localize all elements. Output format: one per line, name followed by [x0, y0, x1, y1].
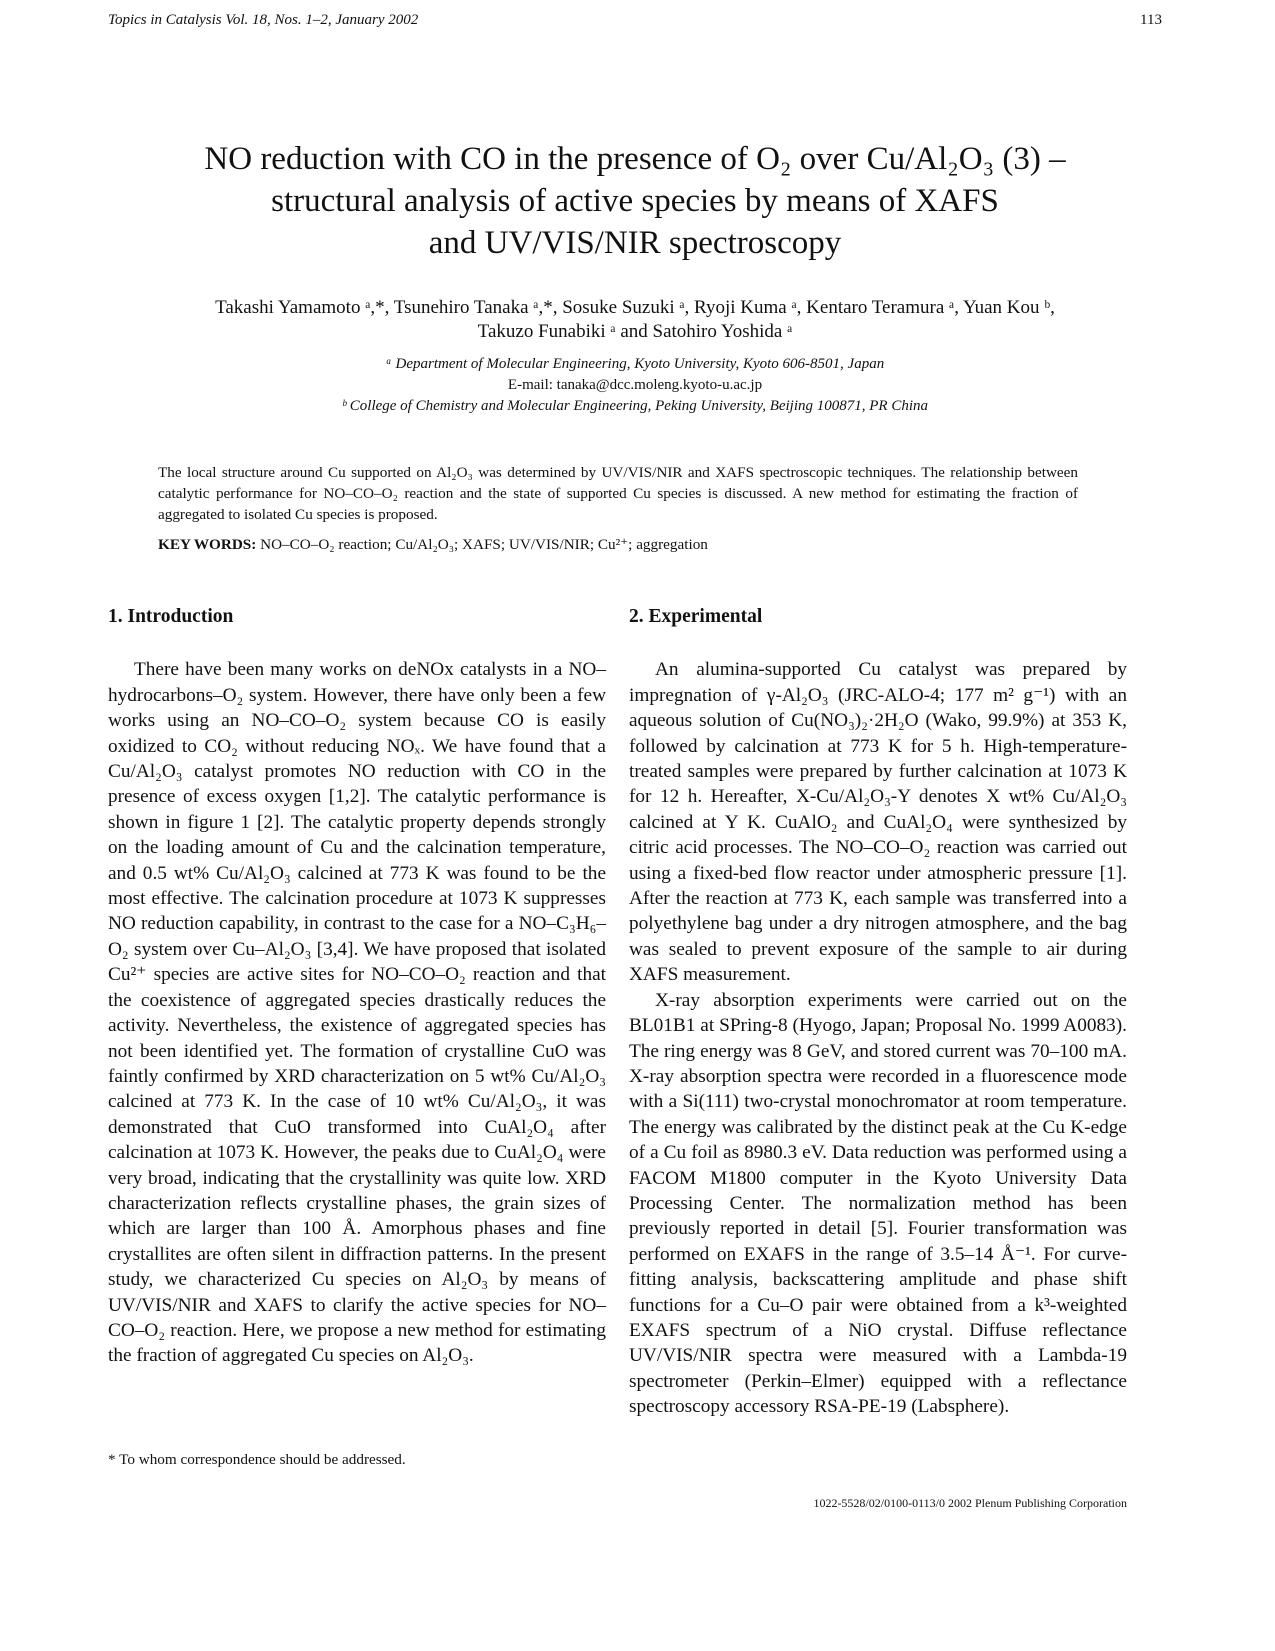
authors-line-1: Takashi Yamamoto ᵃ,*, Tsunehiro Tanaka ᵃ,*, Sosuke Suzuki ᵃ, Ryoji Kuma ᵃ, Kentaro Teramura ᵃ, Yuan Kou ᵇ, — [215, 297, 1055, 318]
keywords-label: KEY WORDS: — [158, 536, 257, 553]
contact-email: E-mail: tanaka@dcc.moleng.kyoto-u.ac.jp — [507, 377, 763, 393]
column-left — [108, 604, 606, 1369]
paragraph-experimental-2: X-ray absorption experiments were carried out on the BL01B1 at SPring-8 (Hyogo, Japan; Proposal No. 1999 A0083). The ring energy was 8 GeV, and stored current was 70–100 mA. X-ray absorption spectra were recorded in a fluorescence mode with a Si(111) two-crystal monochromator at room temperature. The energy was calibrated by the distinct peak at the Cu K-edge of a Cu foil as 8980.3 eV. Data reduction was performed using a FACOM M1800 computer in the Kyoto University Data Processing Center. The normalization method has been previously reported in detail [5]. Fourier transformation was performed on EXAFS in the range of 3.5–14 Å⁻¹. For curve-fitting analysis, backscattering amplitude and phase shift functions for a Cu–O pair were obtained from a k³-weighted EXAFS spectrum of a NiO crystal. Diffuse reflectance UV/VIS/NIR spectra were measured with a Lambda-19 spectrometer (Perkin–Elmer) equipped with a reflectance spectroscopy accessory RSA-PE-19 (Labsphere). — [629, 989, 1127, 1418]
copyright-line: 1022-5528/02/0100-0113/0 2002 Plenum Publishing Corporation — [813, 1496, 1127, 1510]
affiliations — [108, 354, 1162, 417]
page-number: 113 — [1140, 12, 1162, 28]
abstract: The local structure around Cu supported on Al₂O₃ was determined by UV/VIS/NIR and XAFS spectroscopic techniques. The relationship between catalytic performance for NO–CO–O₂ reaction and the state of supported Cu species is discussed. A new method for estimating the fraction of aggregated to isolated Cu species is proposed. — [158, 464, 1078, 523]
title-line-2: structural analysis of active species by means of XAFS — [271, 183, 999, 219]
authors-line-2: Takuzo Funabiki ᵃ and Satohiro Yoshida ᵃ — [477, 321, 793, 342]
keywords-text: NO–CO–O₂ reaction; Cu/Al₂O₃; XAFS; UV/VIS/NIR; Cu²⁺; aggregation — [260, 536, 708, 553]
journal-header: Topics in Catalysis Vol. 18, Nos. 1–2, January 2002 — [108, 12, 419, 28]
section-heading-introduction: 1. Introduction — [108, 606, 234, 627]
title-line-1: NO reduction with CO in the presence of O₂ over Cu/Al₂O₃ (3) – — [204, 141, 1066, 177]
affiliation-a: ᵃ Department of Molecular Engineering, Kyoto University, Kyoto 606-8501, Japan — [385, 356, 885, 372]
paragraph-introduction: There have been many works on deNOx catalysts in a NO–hydrocarbons–O₂ system. However, there have only been a few works using an NO–CO–O₂ system because CO is easily oxidized to CO₂ without reducing NOₓ. We have found that a Cu/Al₂O₃ catalyst promotes NO reduction with CO in the presence of excess oxygen [1,2]. The catalytic performance is shown in figure 1 [2]. The catalytic property depends strongly on the loading amount of Cu and the calcination temperature, and 0.5 wt% Cu/Al₂O₃ calcined at 773 K was found to be the most effective. The calcination procedure at 1073 K suppresses NO reduction capability, in contrast to the case for a NO–C₃H₆–O₂ system over Cu–Al₂O₃ [3,4]. We have proposed that isolated Cu²⁺ species are active sites for NO–CO–O₂ reaction and that the coexistence of aggregated species drastically reduces the activity. Nevertheless, the existence of aggregated species has not been identified yet. The formation of crystalline CuO was faintly confirmed by XRD characterization on 5 wt% Cu/Al₂O₃ calcined at 773 K. In the case of 10 wt% Cu/Al₂O₃, it was demonstrated that CuO transformed into CuAl₂O₄ after calcination at 1073 K. However, the peaks due to CuAl₂O₄ were very broad, indicating that the crystallinity was quite low. XRD characterization reflects crystalline phases, the grain sizes of which are larger than 100 Å. Amorphous phases and fine crystallites are often silent in diffraction patterns. In the present study, we characterized Cu species on Al₂O₃ by means of UV/VIS/NIR and XAFS to clarify the active species for NO–CO–O₂ reaction. Here, we propose a new method for estimating the fraction of aggregated Cu species on Al₂O₃. — [108, 659, 606, 1367]
keywords — [158, 534, 1078, 555]
paper-title — [108, 138, 1162, 264]
paragraph-experimental-1: An alumina-supported Cu catalyst was prepared by impregnation of γ-Al₂O₃ (JRC-ALO-4; 177 m² g⁻¹) with an aqueous solution of Cu(NO₃)₂·2H₂O (Wako, 99.9%) at 353 K, followed by calcination at 773 K for 5 h. High-temperature-treated samples were prepared by further calcination at 1073 K for 12 h. Hereafter, X-Cu/Al₂O₃-Y denotes X wt% Cu/Al₂O₃ calcined at Y K. CuAlO₂ and CuAl₂O₄ were synthesized by citric acid processes. The NO–CO–O₂ reaction was carried out using a fixed-bed flow reactor under atmospheric pressure [1]. After the reaction at 773 K, each sample was transferred into a polyethylene bag under a dry nitrogen atmosphere, and the bag was sealed to prevent exposure of the sample to air during XAFS measurement. — [629, 659, 1127, 986]
title-line-3: and UV/VIS/NIR spectroscopy — [428, 225, 842, 261]
footnote: * To whom correspondence should be addressed. — [108, 1451, 406, 1468]
affiliation-b: ᵇ College of Chemistry and Molecular Engineering, Peking University, Beijing 100871, PR China — [341, 398, 929, 414]
section-heading-experimental: 2. Experimental — [629, 606, 763, 627]
author-list — [108, 296, 1162, 344]
column-right — [629, 604, 1127, 1420]
